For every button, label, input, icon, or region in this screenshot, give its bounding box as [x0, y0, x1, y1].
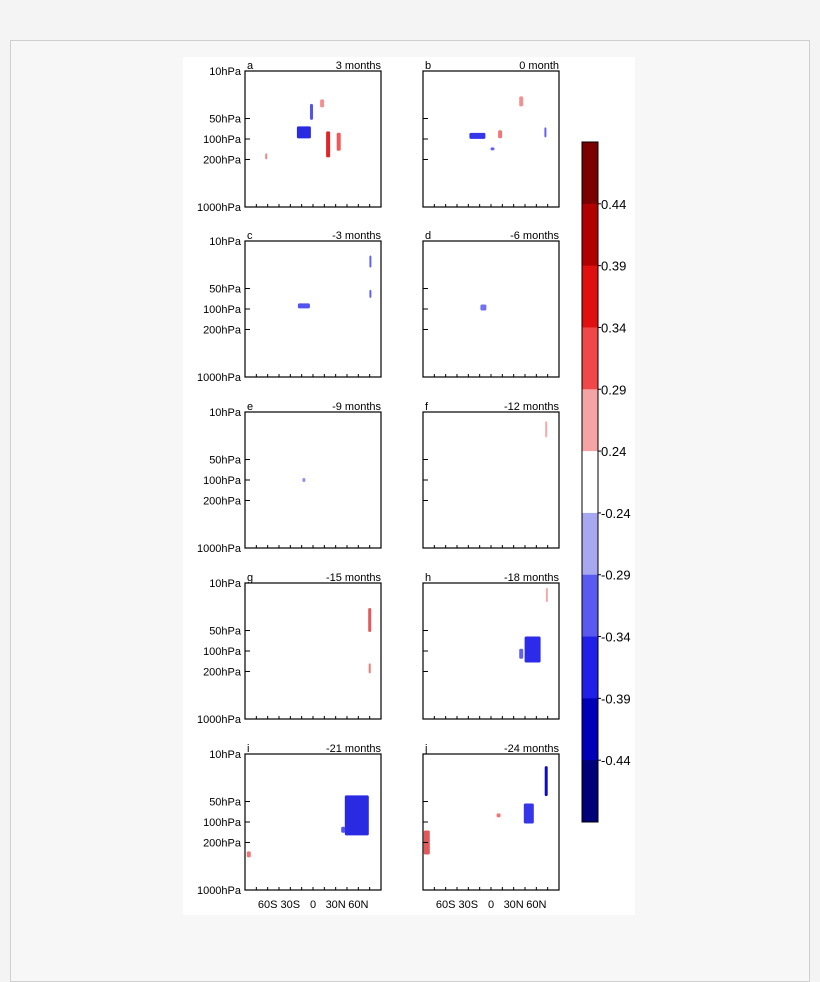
panel-frame-b [423, 71, 559, 207]
y-tick-label-a-4: 1000hPa [196, 202, 241, 214]
y-tick-label-g-3: 200hPa [203, 666, 241, 679]
x-tick-label-i-2: 0 [309, 899, 317, 911]
anomaly-blob-b-0 [469, 133, 485, 139]
panel-title-j: -24 months [503, 743, 559, 755]
anomaly-blob-i-2 [247, 851, 251, 857]
panel-letter-i: i [247, 743, 250, 755]
panel-letter-b: b [425, 60, 432, 72]
panel-frame-d [423, 241, 559, 377]
panel-letter-e: e [247, 401, 254, 413]
colorbar-label-1: 0.39 [601, 258, 627, 274]
panel-title-e: -9 months [332, 401, 381, 413]
y-tick-label-a-3: 200hPa [203, 154, 241, 167]
y-tick-label-a-1: 50hPa [209, 113, 241, 126]
colorbar-label-2: 0.34 [601, 320, 627, 336]
panel-title-b: 0 month [519, 60, 559, 72]
y-tick-label-i-3: 200hPa [203, 837, 241, 850]
x-tick-label-i-3: 30N [325, 899, 346, 911]
panel-letter-c: c [247, 230, 253, 242]
anomaly-blob-i-0 [345, 795, 369, 835]
x-tick-label-j-2: 0 [487, 899, 495, 911]
anomaly-blob-e-0 [302, 478, 305, 482]
panel-title-h: -18 months [503, 572, 559, 584]
panel-title-i: -21 months [325, 743, 381, 755]
panel-title-a: 3 months [335, 60, 381, 72]
panel-frame-a [245, 71, 381, 207]
anomaly-blob-b-2 [498, 130, 502, 138]
colorbar-segment-1 [582, 204, 598, 266]
colorbar-label-5: -0.24 [601, 505, 631, 521]
y-tick-label-g-1: 50hPa [209, 625, 241, 638]
y-tick-label-c-3: 200hPa [203, 324, 241, 337]
x-tick-label-j-3: 30N [503, 899, 524, 911]
colorbar-label-9: -0.44 [601, 753, 631, 769]
anomaly-blob-b-1 [491, 147, 495, 150]
y-tick-label-e-0: 10hPa [209, 407, 241, 419]
anomaly-blob-g-0 [368, 608, 371, 632]
x-tick-label-j-1: 30S [458, 899, 479, 911]
colorbar-segment-6 [582, 513, 598, 575]
x-tick-label-j-4: 60N [526, 899, 547, 911]
colorbar-segment-0 [582, 142, 598, 204]
colorbar-segment-4 [582, 389, 598, 451]
colorbar-segment-5 [582, 451, 598, 513]
y-tick-label-i-4: 1000hPa [196, 885, 241, 897]
anomaly-blob-d-0 [480, 305, 486, 311]
y-tick-label-g-2: 100hPa [203, 646, 241, 658]
colorbar-label-6: -0.29 [601, 567, 631, 583]
panel-letter-g: g [247, 572, 254, 584]
y-tick-label-i-2: 100hPa [203, 817, 241, 829]
anomaly-blob-a-1 [310, 104, 313, 120]
colorbar-segment-7 [582, 575, 598, 637]
anomaly-blob-a-4 [320, 99, 324, 107]
panel-letter-h: h [425, 572, 432, 584]
y-tick-label-i-0: 10hPa [209, 749, 241, 761]
anomaly-blob-a-3 [337, 133, 341, 151]
panel-frame-f [423, 412, 559, 548]
anomaly-blob-g-1 [369, 663, 371, 673]
panel-letter-j: j [425, 743, 428, 755]
colorbar-label-7: -0.34 [601, 629, 631, 645]
panel-frame-e [245, 412, 381, 548]
y-tick-label-e-1: 50hPa [209, 454, 241, 467]
y-tick-label-c-2: 100hPa [203, 304, 241, 316]
x-tick-label-i-4: 60N [348, 899, 369, 911]
colorbar-label-8: -0.39 [601, 691, 631, 707]
panel-title-f: -12 months [503, 401, 559, 413]
anomaly-blob-j-1 [545, 766, 548, 796]
y-tick-label-c-1: 50hPa [209, 283, 241, 296]
colorbar-label-4: 0.24 [601, 444, 627, 460]
x-tick-label-j-0: 60S [435, 899, 456, 911]
figure [183, 57, 635, 915]
y-tick-label-e-2: 100hPa [203, 475, 241, 487]
anomaly-blob-h-0 [525, 637, 541, 663]
y-tick-label-c-0: 10hPa [209, 236, 241, 248]
colorbar-segment-10 [582, 760, 598, 822]
anomaly-blob-h-1 [519, 649, 523, 659]
panel-letter-d: d [425, 230, 432, 242]
y-tick-label-g-0: 10hPa [209, 578, 241, 590]
figure-svg [183, 57, 635, 915]
anomaly-blob-a-2 [326, 131, 330, 157]
y-tick-label-e-3: 200hPa [203, 495, 241, 508]
panel-letter-f: f [425, 401, 429, 413]
panel-letter-a: a [247, 60, 254, 72]
panel-frame-c [245, 241, 381, 377]
panel-title-c: -3 months [332, 230, 381, 242]
x-tick-label-i-0: 60S [257, 899, 278, 911]
anomaly-blob-c-1 [369, 256, 371, 268]
anomaly-blob-j-2 [497, 813, 501, 817]
colorbar-label-0: 0.44 [601, 196, 627, 212]
anomaly-blob-c-2 [369, 290, 371, 298]
x-tick-label-i-1: 30S [280, 899, 301, 911]
colorbar-label-3: 0.29 [601, 382, 627, 398]
anomaly-blob-a-5 [265, 153, 267, 159]
anomaly-blob-b-3 [519, 96, 523, 106]
anomaly-blob-b-4 [544, 127, 546, 137]
colorbar-segment-3 [582, 327, 598, 389]
panel-title-d: -6 months [510, 230, 559, 242]
y-tick-label-e-4: 1000hPa [196, 543, 241, 555]
anomaly-blob-i-1 [341, 827, 345, 833]
y-tick-label-g-4: 1000hPa [196, 714, 241, 726]
anomaly-blob-a-0 [297, 126, 311, 138]
anomaly-blob-c-0 [298, 303, 310, 308]
panel-frame-j [423, 754, 559, 890]
colorbar-segment-8 [582, 637, 598, 699]
y-tick-label-a-2: 100hPa [203, 134, 241, 146]
anomaly-blob-f-0 [545, 421, 547, 437]
colorbar-segment-2 [582, 266, 598, 328]
panel-title-g: -15 months [325, 572, 381, 584]
anomaly-blob-h-2 [546, 588, 548, 602]
panel-frame-g [245, 583, 381, 719]
y-tick-label-a-0: 10hPa [209, 66, 241, 78]
anomaly-blob-j-0 [524, 804, 534, 824]
y-tick-label-i-1: 50hPa [209, 796, 241, 809]
y-tick-label-c-4: 1000hPa [196, 372, 241, 384]
colorbar-segment-9 [582, 698, 598, 760]
